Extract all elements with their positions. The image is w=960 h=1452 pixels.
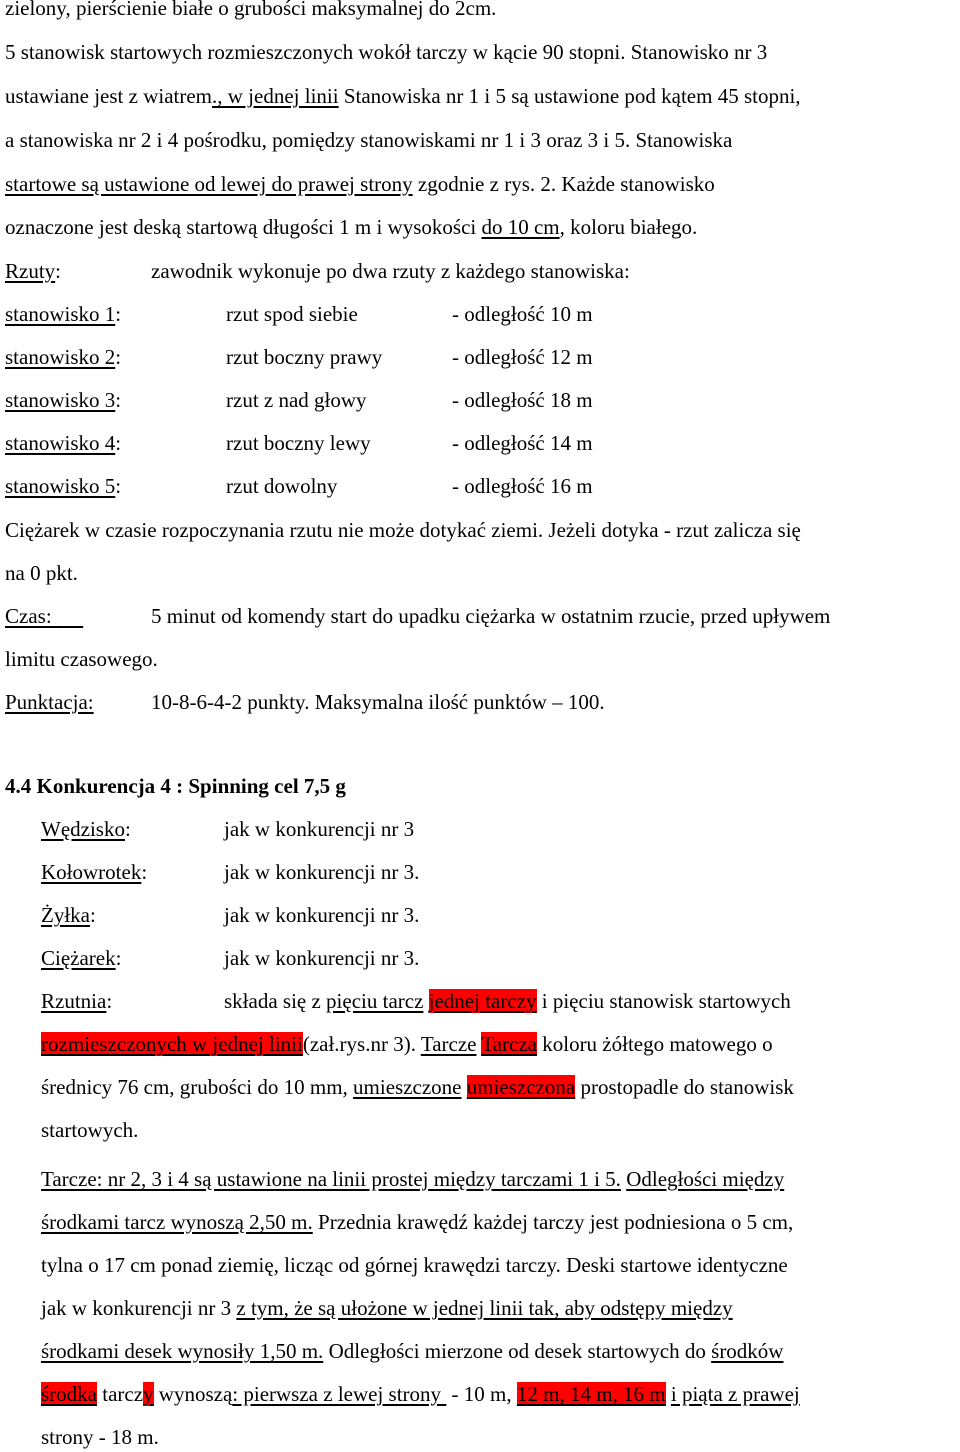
station-label: stanowisko 1: bbox=[5, 302, 122, 326]
text-span: ustawiane jest z wiatrem bbox=[5, 84, 213, 108]
text-line bbox=[41, 1380, 800, 1408]
text-span: składa się z bbox=[224, 989, 327, 1013]
throw-distance: - odległość 18 m bbox=[452, 388, 593, 412]
text-span: środków bbox=[711, 1339, 784, 1363]
text-span: Stanowiska nr 1 i 5 są ustawione pod kątem 45 stopni, bbox=[338, 84, 801, 108]
text-span: rozmieszczonych w jednej linii bbox=[41, 1032, 303, 1056]
text-span: prostopadle do stanowisk bbox=[575, 1075, 794, 1099]
text-span: Rzuty bbox=[5, 259, 56, 283]
item-label bbox=[41, 987, 112, 1015]
text-span: tarcz bbox=[97, 1382, 144, 1406]
text-span: Wędzisko bbox=[41, 817, 125, 841]
text-line bbox=[5, 213, 697, 241]
text-span: pięciu tarcz bbox=[326, 989, 424, 1013]
text-span: stanowisko 1 bbox=[5, 302, 116, 326]
punktacja-label bbox=[5, 688, 94, 716]
text-span: stanowisko 2 bbox=[5, 345, 116, 369]
text-span: zgodnie z rys. 2. Każde stanowisko bbox=[412, 172, 715, 196]
item-text: jak w konkurencji nr 3. bbox=[224, 860, 420, 884]
text-span: y bbox=[143, 1382, 154, 1406]
text-span: Rzutnia bbox=[41, 989, 107, 1013]
text-span: środkami desek wynosiły 1,50 m. bbox=[41, 1339, 324, 1363]
throw-distance: - odległość 14 m bbox=[452, 431, 593, 455]
text-span: stanowisko 5 bbox=[5, 474, 116, 498]
text-span: Przednia krawędź każdej tarczy jest podniesiona o 5 cm, bbox=[312, 1210, 794, 1234]
text-span bbox=[423, 989, 428, 1013]
text-line bbox=[41, 1030, 773, 1058]
text-span: z tym, że są ułożone w jednej linii tak, aby odstępy między bbox=[236, 1296, 733, 1320]
text-span bbox=[462, 1075, 467, 1099]
text-span: Kołowrotek bbox=[41, 860, 142, 884]
text-line: na 0 pkt. bbox=[5, 561, 78, 585]
throw-distance: - odległość 10 m bbox=[452, 302, 593, 326]
throw-distance: - odległość 16 m bbox=[452, 474, 593, 498]
text-line bbox=[5, 0, 496, 22]
text-span: środkami tarcz wynoszą 2,50 m. bbox=[41, 1210, 313, 1234]
throw-type: rzut dowolny bbox=[226, 474, 338, 498]
text-span: stanowisko 4 bbox=[5, 431, 116, 455]
item-label bbox=[41, 815, 131, 843]
text-line bbox=[5, 170, 715, 198]
text-span: Odległości między bbox=[626, 1167, 785, 1191]
station-label: stanowisko 4: bbox=[5, 431, 122, 455]
text-line bbox=[41, 1208, 793, 1236]
text-span: Punktacja: bbox=[5, 690, 94, 714]
text-line bbox=[41, 1337, 783, 1365]
text-span: wynoszą bbox=[153, 1382, 233, 1406]
text-line: limitu czasowego. bbox=[5, 647, 158, 671]
text-line bbox=[5, 126, 732, 154]
throw-type: rzut boczny lewy bbox=[226, 431, 371, 455]
text-line: Ciężarek w czasie rozpoczynania rzutu nie może dotykać ziemi. Jeżeli dotyka - rzut zalicza się bbox=[5, 518, 801, 542]
text-line bbox=[41, 1165, 784, 1193]
text-span: i pięciu stanowisk startowych bbox=[536, 989, 791, 1013]
text-line: startowych. bbox=[41, 1118, 139, 1142]
text-span: : bbox=[115, 946, 122, 970]
text-span: Ciężarek bbox=[41, 946, 116, 970]
text-span: średnicy 76 cm, grubości do 10 mm, bbox=[41, 1075, 354, 1099]
item-label bbox=[41, 901, 96, 929]
text-span: oznaczone jest deską startową długości 1 m i wysokości bbox=[5, 215, 482, 239]
text-span: jak w konkurencji nr 3 bbox=[41, 1296, 237, 1320]
text-span: : bbox=[124, 817, 131, 841]
text-span: ., w jednej linii bbox=[212, 84, 339, 108]
text-span: umieszczone bbox=[353, 1075, 462, 1099]
rzuty-label bbox=[5, 257, 61, 285]
item-label bbox=[41, 858, 147, 886]
text-span: : bbox=[89, 903, 96, 927]
text-span: i piąta z prawej bbox=[670, 1382, 800, 1406]
text-span: Tarcze: nr 2, 3 i 4 są ustawione na linii prostej między tarczami 1 i 5. bbox=[41, 1167, 621, 1191]
text-span: 5 stanowisk startowych rozmieszczonych wokół tarczy w kącie 90 stopni. Stanowisko nr 3 bbox=[5, 40, 768, 64]
text-line: tylna o 17 cm ponad ziemię, licząc od górnej krawędzi tarczy. Deski startowe identyczne bbox=[41, 1253, 788, 1277]
section-heading: 4.4 Konkurencja 4 : Spinning cel 7,5 g bbox=[5, 774, 346, 798]
text-span: do 10 cm bbox=[481, 215, 560, 239]
text-span: (zał.rys.nr 3). bbox=[302, 1032, 421, 1056]
text-span: 12 m, 14 m, 16 m bbox=[516, 1382, 666, 1406]
station-label: stanowisko 5: bbox=[5, 474, 122, 498]
text-span: zielony, pierścienie białe o grubości maksymalnej do 2cm. bbox=[5, 0, 497, 20]
text-span: Tarcza bbox=[481, 1032, 537, 1056]
text-line: strony - 18 m. bbox=[41, 1425, 159, 1449]
text-span bbox=[57, 604, 83, 628]
text-span: : pierwsza z lewej strony bbox=[232, 1382, 447, 1406]
text-span: koloru żółtego matowego o bbox=[536, 1032, 773, 1056]
text-span: a stanowiska nr 2 i 4 pośrodku, pomiędzy stanowiskami nr 1 i 3 oraz 3 i 5. Stanowiska bbox=[5, 128, 733, 152]
text-span: środka bbox=[41, 1382, 97, 1406]
czas-label bbox=[5, 602, 83, 630]
text-span: Odległości mierzone od desek startowych do bbox=[323, 1339, 712, 1363]
punktacja-text: 10-8-6-4-2 punkty. Maksymalna ilość punktów – 100. bbox=[151, 690, 605, 714]
text-line bbox=[41, 1073, 794, 1101]
text-span: startowe są ustawione od lewej do prawej strony bbox=[5, 172, 413, 196]
throw-type: rzut z nad głowy bbox=[226, 388, 367, 412]
item-text: jak w konkurencji nr 3 bbox=[224, 817, 415, 841]
text-span: Żyłka bbox=[41, 903, 90, 927]
rzuty-text: zawodnik wykonuje po dwa rzuty z każdego stanowiska: bbox=[151, 259, 630, 283]
text-span: Tarcze bbox=[420, 1032, 477, 1056]
text-span: Czas: bbox=[5, 604, 57, 628]
text-span: : bbox=[55, 259, 62, 283]
item-label bbox=[41, 944, 121, 972]
text-span: - 10 m, bbox=[446, 1382, 517, 1406]
item-text: jak w konkurencji nr 3. bbox=[224, 946, 420, 970]
text-span: : bbox=[106, 989, 113, 1013]
czas-text: 5 minut od komendy start do upadku ciężarka w ostatnim rzucie, przed upływem bbox=[151, 604, 831, 628]
throw-type: rzut spod siebie bbox=[226, 302, 358, 326]
station-label: stanowisko 2: bbox=[5, 345, 122, 369]
throw-distance: - odległość 12 m bbox=[452, 345, 593, 369]
station-label: stanowisko 3: bbox=[5, 388, 122, 412]
text-span: umieszczona bbox=[466, 1075, 576, 1099]
item-text: jak w konkurencji nr 3. bbox=[224, 903, 420, 927]
text-line bbox=[41, 1294, 733, 1322]
text-span: : bbox=[141, 860, 148, 884]
text-line bbox=[5, 82, 801, 110]
text-span: , koloru białego. bbox=[559, 215, 698, 239]
text-line bbox=[5, 38, 767, 66]
throw-type: rzut boczny prawy bbox=[226, 345, 383, 369]
text-span: jednej tarczy bbox=[428, 989, 537, 1013]
text-span: stanowisko 3 bbox=[5, 388, 116, 412]
item-text bbox=[224, 987, 791, 1015]
